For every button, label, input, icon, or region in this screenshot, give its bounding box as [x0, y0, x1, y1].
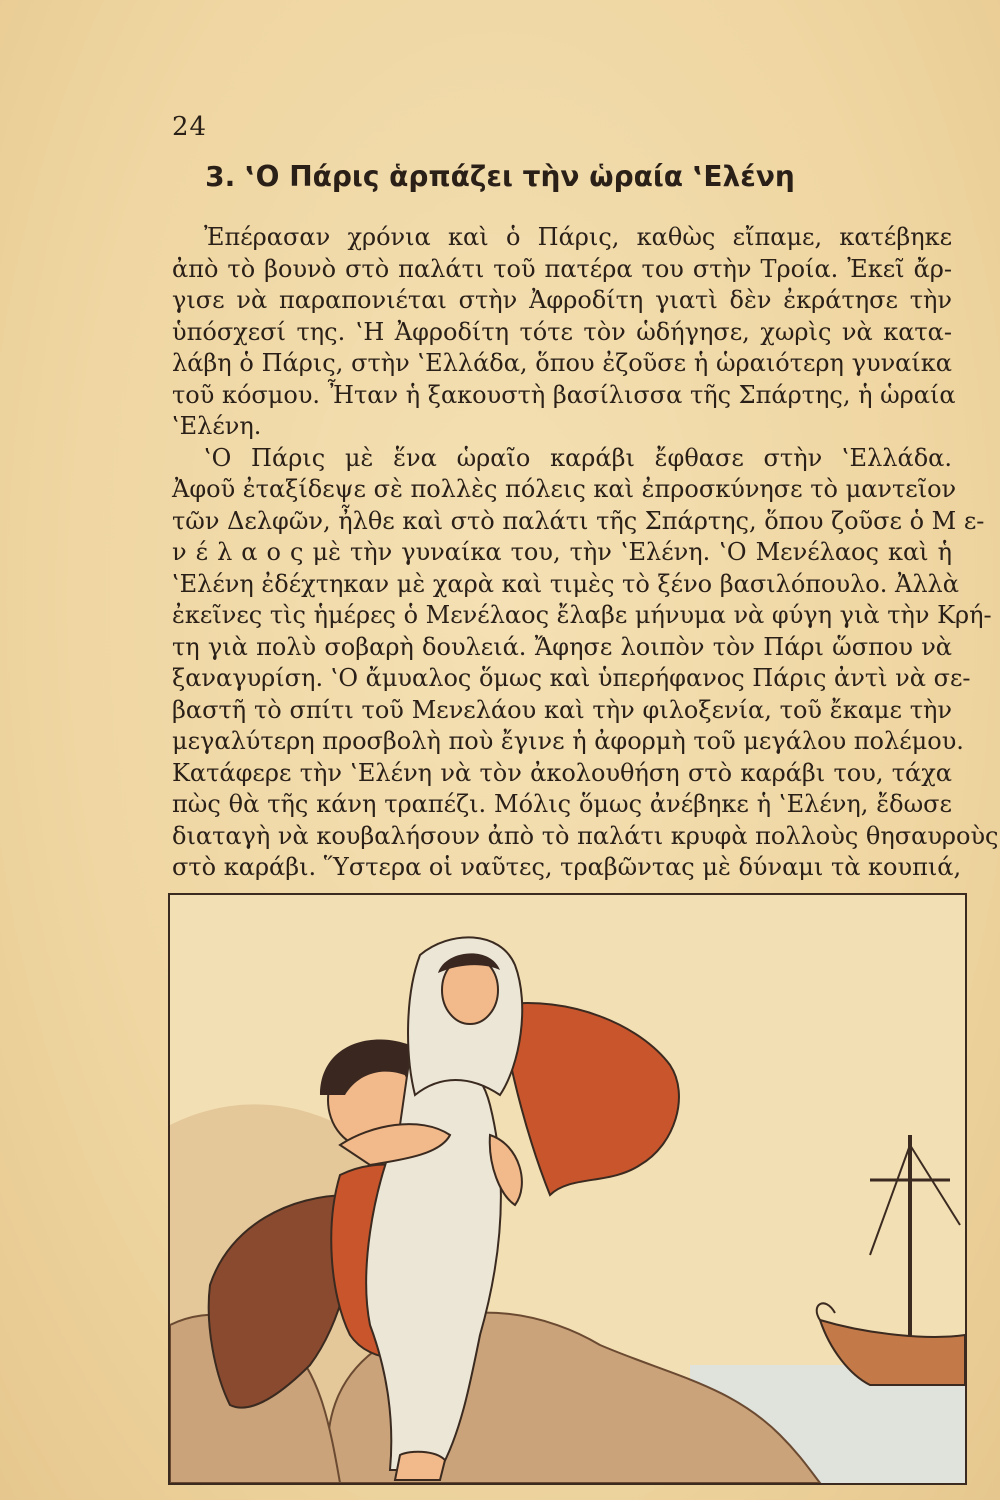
text-line: τῶν Δελφῶν, ἦλθε καὶ στὸ παλάτι τῆς Σπάρτης, ὅπου ζοῦσε ὁ Μ ε-	[172, 506, 985, 535]
text-line: Ἐπέρασαν χρόνια καὶ ὁ Πάρις, καθὼς εἴπαμε, κατέβηκε	[204, 223, 952, 251]
text-line: μεγαλύτερη προσβολὴ ποὺ ἔγινε ἡ ἀφορμὴ τοῦ μεγάλου πολέμου.	[172, 727, 964, 755]
body-text	[172, 222, 999, 884]
illustration-drawing	[170, 895, 965, 1483]
text-line: βαστῆ τὸ σπίτι τοῦ Μενελάου καὶ τὴν φιλοξενία, τοῦ ἔκαμε τὴν	[172, 695, 952, 724]
text-line: λάβη ὁ Πάρις, στὴν ‛Ελλάδα, ὅπου ἐζοῦσε ἡ ὡραιότερη γυναίκα	[172, 349, 952, 377]
paragraph-2	[172, 443, 999, 884]
text-line: πὼς θὰ τῆς κάνη τραπέζι. Μόλις ὅμως ἀνέβηκε ἡ ‛Ελένη, ἔδωσε	[172, 790, 952, 818]
text-line: στὸ καράβι. Ὕστερα οἱ ναῦτες, τραβῶντας μὲ δύναμι τὰ κουπιά,	[172, 853, 962, 881]
text-line: διαταγὴ νὰ κουβαλήσουν ἀπὸ τὸ παλάτι κρυφὰ πολλοὺς θησαυροὺς	[172, 821, 999, 850]
text-line: ‛Ο Πάρις μὲ ἕνα ὡραῖο καράβι ἔφθασε στὴν ‛Ελλάδα.	[204, 443, 952, 472]
chapter-title: 3. ‛Ο Πάρις ἁρπάζει τὴν ὡραία ‛Ελένη	[205, 160, 795, 193]
text-line: τη γιὰ πολὺ σοβαρὴ δουλειά. Ἄφησε λοιπὸν τὸν Πάρι ὥσπου νὰ	[172, 632, 952, 661]
text-line: ν έ λ α ο ς μὲ τὴν γυναίκα του, τὴν ‛Ελένη. ‛Ο Μενέλαος καὶ ἡ	[172, 538, 952, 566]
text-line: ‛Ελένη ἐδέχτηκαν μὲ χαρὰ καὶ τιμὲς τὸ ξένο βασιλόπουλο. Ἀλλὰ	[172, 569, 959, 598]
page-number: 24	[172, 112, 208, 142]
text-line: τοῦ κόσμου. Ἦταν ἡ ξακουστὴ βασίλισσα τῆς Σπάρτης, ἡ ὡραία	[172, 380, 956, 409]
text-line: γισε νὰ παραπονιέται στὴν Ἀφροδίτη γιατὶ δὲν ἐκράτησε τὴν	[172, 286, 952, 314]
text-line: Ἀφοῦ ἐταξίδεψε σὲ πολλὲς πόλεις καὶ ἐπροσκύνησε τὸ μαντεῖον	[172, 475, 957, 503]
text-line: ξαναγυρίση. ‛Ο ἄμυαλος ὅμως καὶ ὑπερήφανος Πάρις ἀντὶ νὰ σε-	[172, 664, 971, 692]
paragraph-1	[172, 222, 956, 443]
text-line: ὑπόσχεσί της. ‛Η Ἀφροδίτη τότε τὸν ὡδήγησε, χωρὶς νὰ κατα-	[172, 317, 952, 346]
text-line: Κατάφερε τὴν ‛Ελένη νὰ τὸν ἀκολουθήση στὸ καράβι του, τάχα	[172, 758, 952, 787]
illustration-paris-and-helen	[168, 893, 967, 1485]
text-line: ‛Ελένη.	[172, 412, 262, 440]
feet	[395, 1452, 445, 1480]
text-line: ἐκεῖνες τὶς ἡμέρες ὁ Μενέλαος ἔλαβε μήνυμα νὰ φύγη γιὰ τὴν Κρή-	[172, 601, 992, 629]
text-line: ἀπὸ τὸ βουνὸ στὸ παλάτι τοῦ πατέρα του στὴν Τροία. Ἐκεῖ ἄρ-	[172, 254, 952, 283]
